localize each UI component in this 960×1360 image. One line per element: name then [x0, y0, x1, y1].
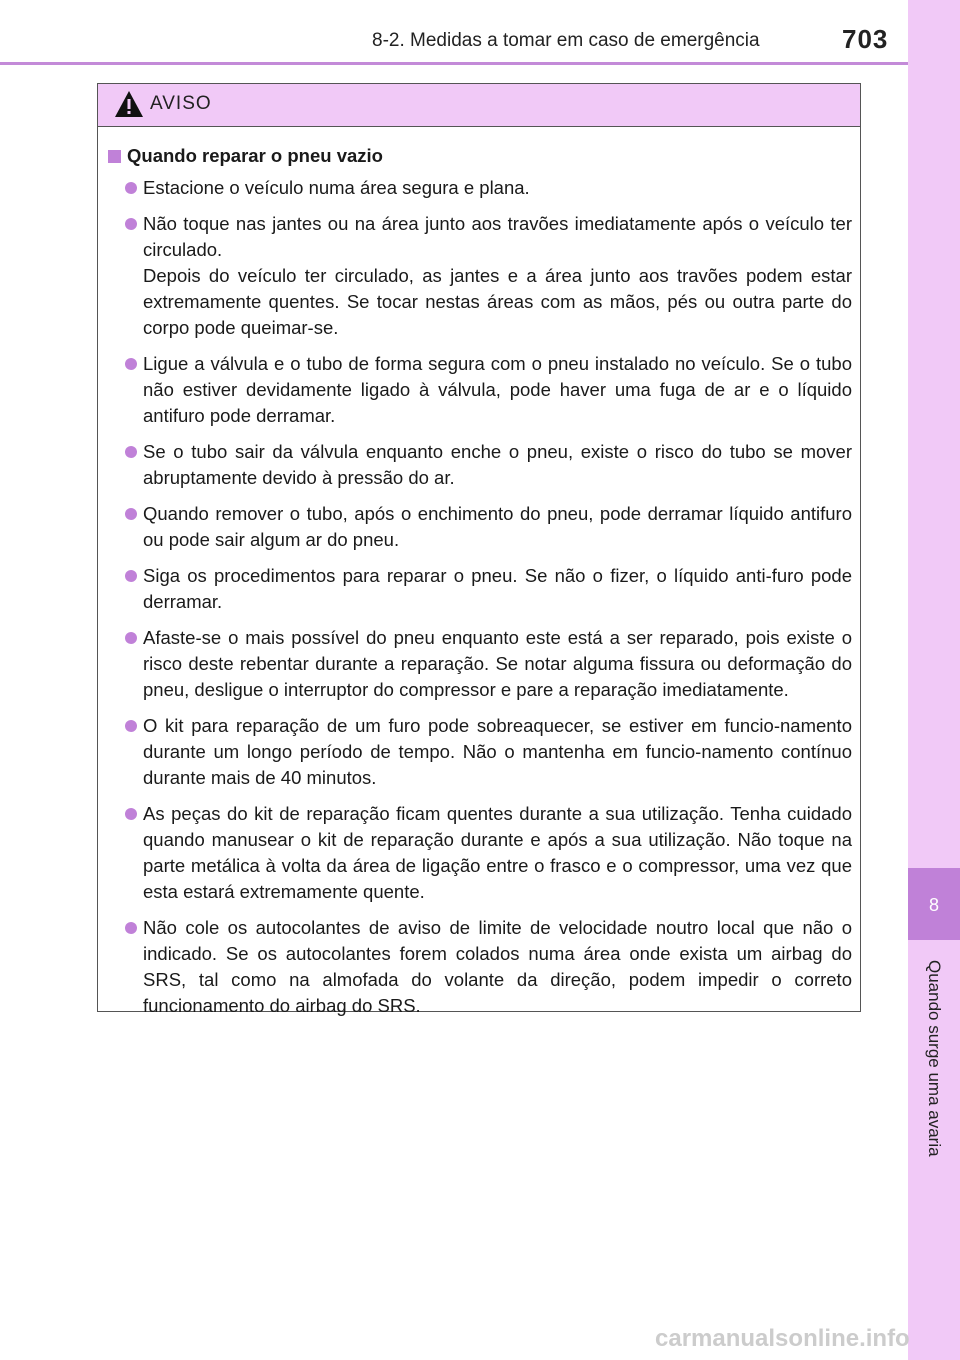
- list-item: [108, 439, 852, 491]
- list-item-text: Se o tubo sair da válvula enquanto enche o pneu, existe o risco do tubo se mover abruptamente devido à pressão do ar.: [143, 441, 852, 488]
- section-heading-text: Quando reparar o pneu vazio: [127, 145, 383, 166]
- bullet-icon: [125, 218, 137, 230]
- watermark: carmanualsonline.info: [655, 1325, 910, 1352]
- list-item: [108, 625, 852, 703]
- list-item-text: O kit para reparação de um furo pode sobreaquecer, se estiver em funcio-namento durante um longo período de tempo. Não o mantenha em funcio-namento contínuo durante mais de 40 minutos.: [143, 715, 852, 788]
- header-divider: [0, 62, 908, 65]
- page-number: 703: [842, 24, 889, 54]
- section-title: 8-2. Medidas a tomar em caso de emergência: [372, 30, 760, 51]
- section-heading: [108, 145, 852, 167]
- warning-header: [98, 84, 860, 127]
- list-item-text: Não cole os autocolantes de aviso de limite de velocidade noutro local que não o indicado. Se os autocolantes forem colados numa área onde exista um airbag do SRS, tal como na almofada do volante da direção, podem impedir o correto funcionamento do airbag do SRS.: [143, 917, 852, 1016]
- bullet-icon: [125, 570, 137, 582]
- list-item-text: Depois do veículo ter circulado, as jantes e a área junto aos travões podem estar extremamente quentes. Se tocar nestas áreas com as mãos, pés ou outra parte do corpo pode queimar-se.: [143, 265, 852, 338]
- square-bullet-icon: [108, 150, 121, 163]
- list-item: [108, 501, 852, 553]
- bullet-icon: [125, 182, 137, 194]
- list-item-text: Quando remover o tubo, após o enchimento do pneu, pode derramar líquido antifuro ou pode sair algum ar do pneu.: [143, 503, 852, 550]
- list-item-text: Siga os procedimentos para reparar o pneu. Se não o fizer, o líquido anti-furo pode derramar.: [143, 565, 852, 612]
- list-item: [108, 713, 852, 791]
- chapter-number: 8: [928, 895, 939, 915]
- bullet-icon: [125, 632, 137, 644]
- list-item-text: Não toque nas jantes ou na área junto aos travões imediatamente após o veículo ter circulado.: [143, 213, 852, 260]
- bullet-icon: [125, 508, 137, 520]
- list-item: [108, 351, 852, 429]
- bullet-icon: [125, 922, 137, 934]
- list-item: [108, 211, 852, 341]
- bullet-icon: [125, 808, 137, 820]
- list-item-text: Afaste-se o mais possível do pneu enquanto este está a ser reparado, pois existe o risco deste rebentar durante a reparação. Se notar alguma fissura ou deformação do pneu, desligue o interruptor do compressor e pare a reparação imediatamente.: [143, 627, 852, 700]
- list-item-text: Estacione o veículo numa área segura e plana.: [143, 177, 530, 198]
- list-item: [108, 801, 852, 905]
- warning-box: [97, 83, 861, 1016]
- warning-label: AVISO: [150, 93, 212, 114]
- list-item-text: As peças do kit de reparação ficam quentes durante a sua utilização. Tenha cuidado quando manusear o kit de reparação durante e após a sua utilização. Não toque na parte metálica à volta da área de ligação entre o frasco e o compressor, uma vez que esta estará extremamente quente.: [143, 803, 852, 902]
- list-item: [108, 915, 852, 1019]
- warning-triangle-icon: [114, 90, 144, 123]
- bullet-icon: [125, 720, 137, 732]
- list-item: [108, 563, 852, 615]
- list-item: [108, 175, 852, 201]
- warning-body: [98, 127, 860, 1019]
- bullet-icon: [125, 358, 137, 370]
- chapter-title: Quando surge uma avaria: [925, 960, 944, 1157]
- bullet-icon: [125, 446, 137, 458]
- list-item-text: Ligue a válvula e o tubo de forma segura com o pneu instalado no veículo. Se o tubo não estiver devidamente ligado à válvula, pode haver uma fuga de ar e o líquido antifuro pode derramar.: [143, 353, 852, 426]
